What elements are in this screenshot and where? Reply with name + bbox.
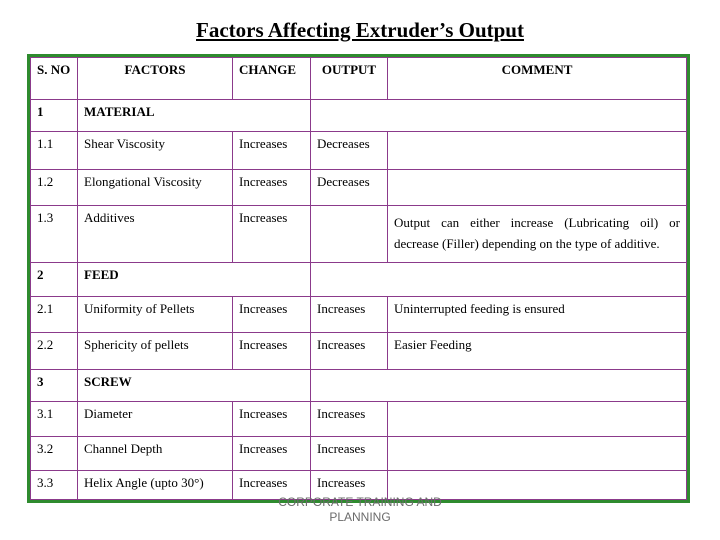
- table-row: [31, 132, 687, 170]
- cell-change: Increases: [233, 170, 311, 206]
- table-row: [31, 297, 687, 333]
- cell-empty: [311, 370, 687, 402]
- header-change: CHANGE: [233, 58, 311, 100]
- cell-change: Increases: [233, 471, 311, 500]
- cell-comment: [388, 437, 687, 471]
- cell-comment: [388, 170, 687, 206]
- header-factors: FACTORS: [78, 58, 233, 100]
- table-row: [31, 333, 687, 370]
- cell-change: Increases: [233, 437, 311, 471]
- cell-factor: Diameter: [78, 402, 233, 437]
- cell-comment: Uninterrupted feeding is ensured: [388, 297, 687, 333]
- cell-change: Increases: [233, 333, 311, 370]
- footer-line-2: PLANNING: [329, 510, 391, 524]
- page-title: Factors Affecting Extruder’s Output: [196, 18, 524, 42]
- cell-output: Increases: [311, 402, 388, 437]
- cell-factor: FEED: [78, 263, 311, 297]
- factors-table-container: [27, 54, 690, 503]
- table-row: [31, 263, 687, 297]
- cell-factor: Uniformity of Pellets: [78, 297, 233, 333]
- cell-change: Increases: [233, 297, 311, 333]
- cell-factor: Sphericity of pellets: [78, 333, 233, 370]
- cell-factor: Channel Depth: [78, 437, 233, 471]
- cell-comment: Easier Feeding: [388, 333, 687, 370]
- cell-output: Increases: [311, 297, 388, 333]
- cell-sno: 1.1: [31, 132, 78, 170]
- cell-output: Increases: [311, 333, 388, 370]
- table-row: [31, 206, 687, 263]
- cell-output: Increases: [311, 471, 388, 500]
- footer-line-1: CORPORATE TRAINING AND: [278, 495, 442, 509]
- cell-output: Decreases: [311, 132, 388, 170]
- footer-watermark: [250, 495, 470, 525]
- cell-comment: Output can either increase (Lubricating oil) or decrease (Filler) depending on the type of additive.: [388, 206, 687, 263]
- table-row: [31, 402, 687, 437]
- cell-factor: MATERIAL: [78, 100, 311, 132]
- cell-sno: 2: [31, 263, 78, 297]
- cell-sno: 2.1: [31, 297, 78, 333]
- cell-change: Increases: [233, 402, 311, 437]
- cell-comment: [388, 132, 687, 170]
- cell-change: Increases: [233, 206, 311, 263]
- cell-factor: SCREW: [78, 370, 311, 402]
- cell-empty: [311, 263, 687, 297]
- cell-output: Increases: [311, 437, 388, 471]
- cell-empty: [311, 100, 687, 132]
- cell-change: Increases: [233, 132, 311, 170]
- cell-sno: 3.1: [31, 402, 78, 437]
- table-row: [31, 170, 687, 206]
- cell-sno: 3.3: [31, 471, 78, 500]
- header-sno: S. NO: [31, 58, 78, 100]
- header-output: OUTPUT: [311, 58, 388, 100]
- cell-sno: 2.2: [31, 333, 78, 370]
- cell-factor: Elongational Viscosity: [78, 170, 233, 206]
- table-header-row: [31, 58, 687, 100]
- table-row: [31, 437, 687, 471]
- header-comment: COMMENT: [388, 58, 687, 100]
- cell-sno: 3: [31, 370, 78, 402]
- cell-factor: Shear Viscosity: [78, 132, 233, 170]
- table-row: [31, 100, 687, 132]
- cell-sno: 1.2: [31, 170, 78, 206]
- factors-table: [30, 57, 687, 500]
- table-row: [31, 370, 687, 402]
- cell-factor: Additives: [78, 206, 233, 263]
- cell-sno: 1.3: [31, 206, 78, 263]
- cell-sno: 1: [31, 100, 78, 132]
- cell-sno: 3.2: [31, 437, 78, 471]
- cell-comment: [388, 402, 687, 437]
- cell-output: [311, 206, 388, 263]
- cell-output: Decreases: [311, 170, 388, 206]
- cell-factor: Helix Angle (upto 30°): [78, 471, 233, 500]
